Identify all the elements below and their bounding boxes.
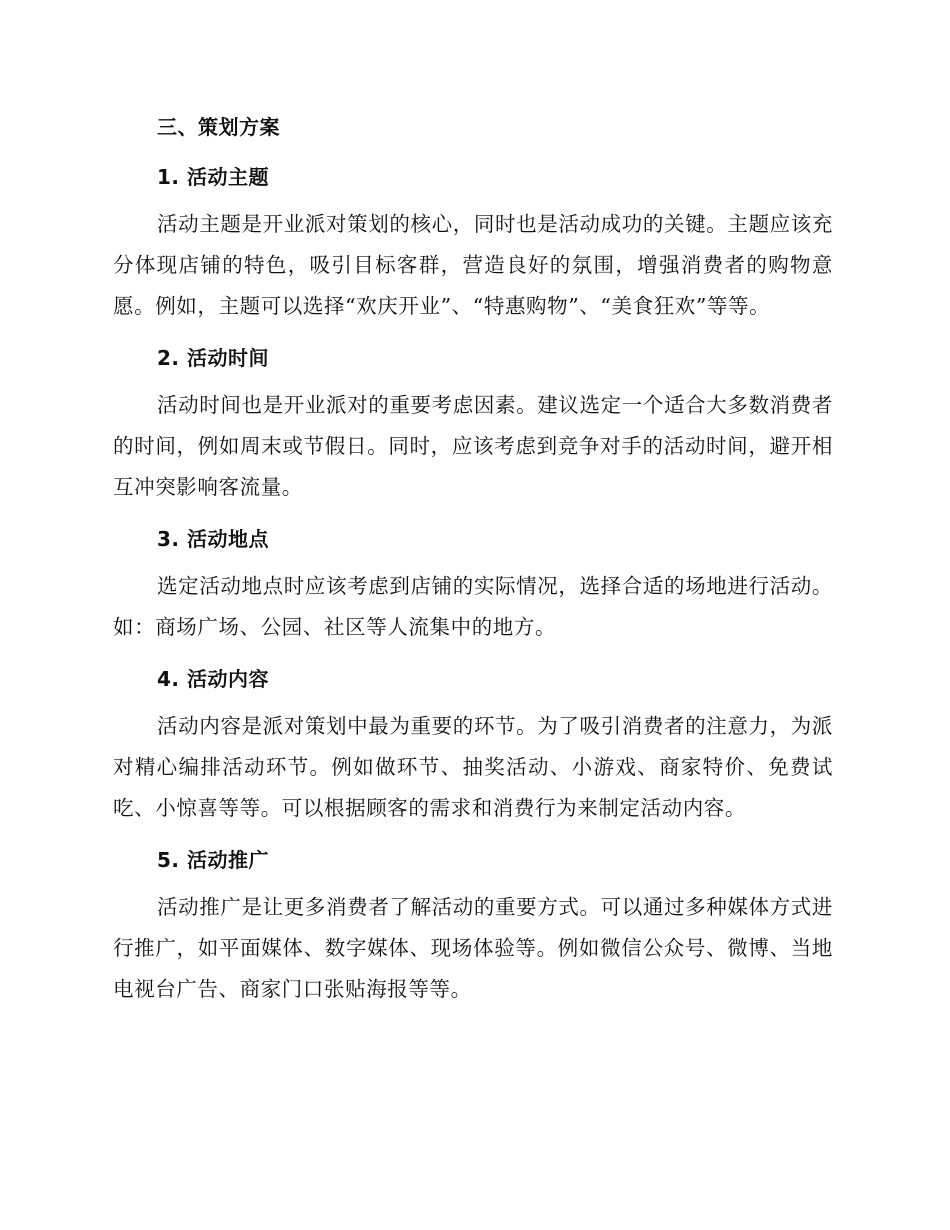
subsection-heading-promotion: 5. 活动推广 (157, 848, 269, 872)
paragraph-promotion: 活动推广是让更多消费者了解活动的重要方式。可以通过多种媒体方式进行推广，如平面媒体、数字媒体、现场体验等。例如微信公众号、微博、当地电视台广告、商家门口张贴海报等等。 (113, 895, 833, 1001)
subsection-heading-theme: 1. 活动主题 (157, 165, 269, 189)
paragraph-location: 选定活动地点时应该考虑到店铺的实际情况，选择合适的场地进行活动。如：商场广场、公园、社区等人流集中的地方。 (113, 574, 833, 639)
paragraph-theme: 活动主题是开业派对策划的核心，同时也是活动成功的关键。主题应该充分体现店铺的特色，吸引目标客群，营造良好的氛围，增强消费者的购物意愿。例如，主题可以选择“欢庆开业”、“特惠购物”、“美食狂欢”等等。 (113, 212, 833, 318)
subsection-heading-content: 4. 活动内容 (157, 667, 269, 691)
subsection-heading-location: 3. 活动地点 (157, 527, 269, 551)
document-content (113, 108, 833, 1010)
paragraph-content: 活动内容是派对策划中最为重要的环节。为了吸引消费者的注意力，为派对精心编排活动环节。例如做环节、抽奖活动、小游戏、商家特价、免费试吃、小惊喜等等。可以根据顾客的需求和消费行为来制定活动内容。 (113, 714, 833, 820)
paragraph-time: 活动时间也是开业派对的重要考虑因素。建议选定一个适合大多数消费者的时间，例如周末或节假日。同时，应该考虑到竞争对手的活动时间，避开相互冲突影响客流量。 (113, 393, 833, 499)
subsection-heading-time: 2. 活动时间 (157, 346, 269, 370)
section-heading: 三、策划方案 (157, 115, 280, 139)
